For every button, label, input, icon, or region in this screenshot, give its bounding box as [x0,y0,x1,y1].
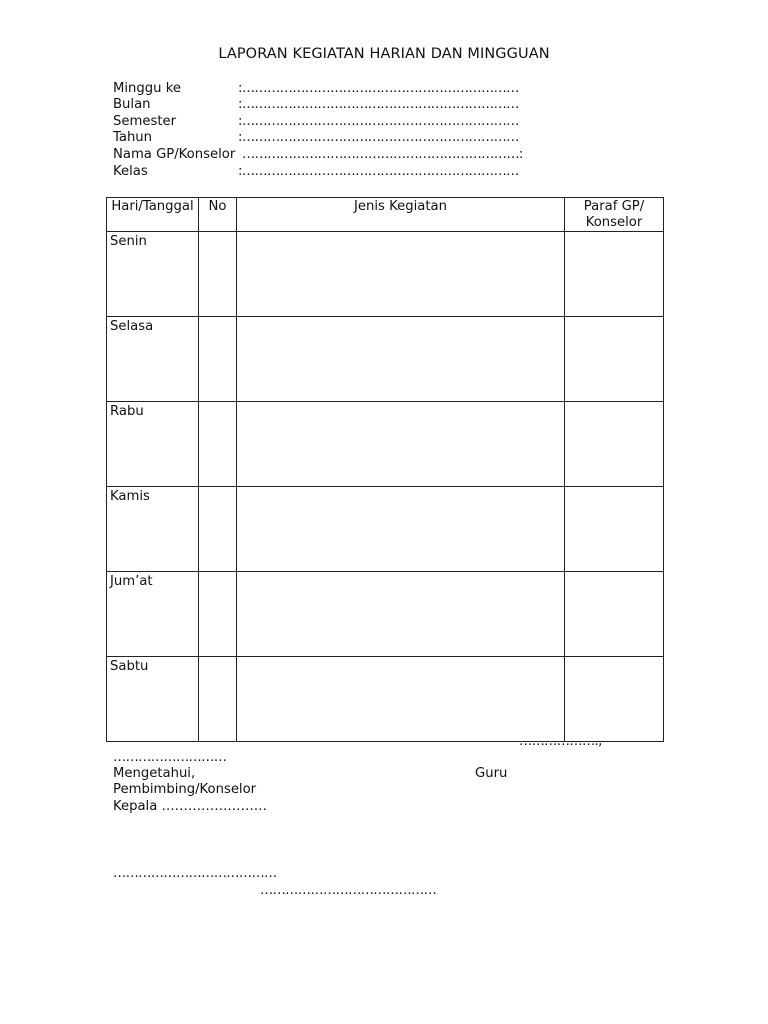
table-row [107,317,664,402]
table-row [107,232,664,317]
pembimbing-label: Pembimbing/Konselor [113,782,257,797]
field-fill-line: :………………………………………………………… [238,164,519,179]
no-cell[interactable] [199,657,237,742]
jenis-kegiatan-cell[interactable] [237,487,565,572]
field-label: Kelas [113,164,148,179]
paraf-cell[interactable] [565,657,664,742]
field-label: Bulan [113,97,151,112]
column-header-no: No [199,198,237,232]
jenis-kegiatan-cell[interactable] [237,657,565,742]
paraf-cell[interactable] [565,487,664,572]
document-title: LAPORAN KEGIATAN HARIAN DAN MINGGUAN [218,46,550,62]
column-header-paraf: Paraf GP/ Konselor [565,198,664,232]
no-cell[interactable] [199,487,237,572]
field-label: Nama GP/Konselor [113,147,236,162]
day-cell: Rabu [107,402,199,487]
paraf-cell[interactable] [565,402,664,487]
activity-table [106,197,664,742]
column-header-hari-tanggal: Hari/Tanggal [107,198,199,232]
field-label: Tahun [113,130,153,145]
day-cell: Senin [107,232,199,317]
guru-label: Guru [475,766,508,781]
no-cell[interactable] [199,317,237,402]
paraf-cell[interactable] [565,317,664,402]
table-row [107,572,664,657]
day-cell: Selasa [107,317,199,402]
column-header-jenis-kegiatan: Jenis Kegiatan [237,198,565,232]
jenis-kegiatan-cell[interactable] [237,572,565,657]
jenis-kegiatan-cell[interactable] [237,402,565,487]
date-fill-line: ……………………… [113,750,227,765]
day-cell: Sabtu [107,657,199,742]
field-label: Semester [113,114,177,129]
table-row [107,657,664,742]
no-cell[interactable] [199,402,237,487]
no-cell[interactable] [199,232,237,317]
paraf-cell[interactable] [565,572,664,657]
place-date-line: ………………., [519,734,602,749]
table-row [107,487,664,572]
kepala-label: Kepala …………………… [113,799,267,814]
field-fill-line: :………………………………………………………… [238,97,519,112]
field-fill-line: …………………………………………………………: [242,147,523,162]
table-header-row [107,198,664,232]
field-fill-line: :………………………………………………………… [238,130,519,145]
signature-line-right: …………………………………… [260,883,437,898]
paraf-cell[interactable] [565,232,664,317]
mengetahui-label: Mengetahui, [113,766,196,781]
signature-line-left: ………………………………… [113,866,277,881]
table-row [107,402,664,487]
field-fill-line: :………………………………………………………… [238,114,519,129]
day-cell: Kamis [107,487,199,572]
day-cell: Jum’at [107,572,199,657]
field-fill-line: :………………………………………………………… [238,81,519,96]
jenis-kegiatan-cell[interactable] [237,232,565,317]
no-cell[interactable] [199,572,237,657]
jenis-kegiatan-cell[interactable] [237,317,565,402]
field-label: Minggu ke [113,81,181,96]
